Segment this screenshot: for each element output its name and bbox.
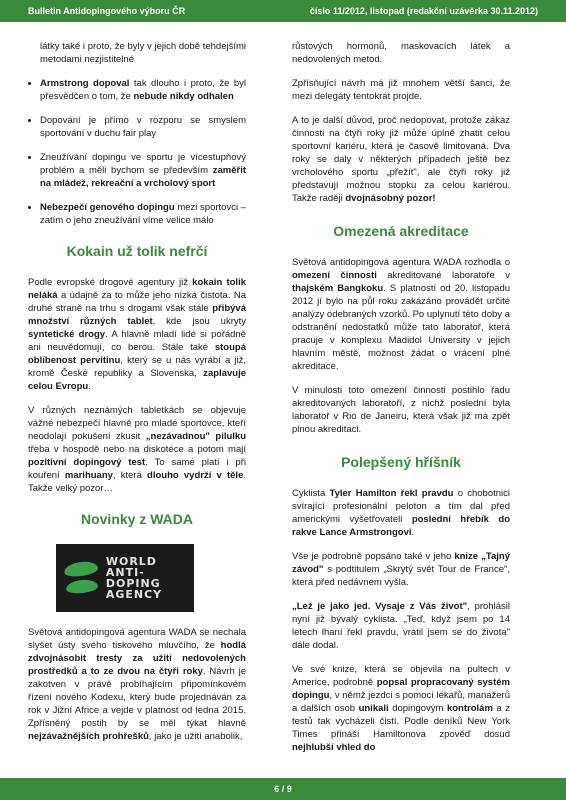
section-heading-sinner: Polepšený hříšník [341, 454, 461, 470]
cocaine-paragraph-1: Podle evropské drogové agentury již kokain tolik neláká a údajně za to může jeho nízká čistota. Na druhé straně na trhu s drogami však stále přibývá množství různých tablet, kde jsou ukryty syntetické drogy. A hlavně mladí lidé si pořádně ani neuvědomují, co berou. Stále také stoupá oblíbenost pervitinu, který se u nás vyrábí a již, kromě České republiky a Slovenska, zaplavuje celou Evropu. [28, 277, 246, 392]
reason-paragraph: A to je další důvod, proč nedopovat, protože zákaz činnosti na čtyři roky již může úplně zhatit celou sportovní kariéru, která je časově limitovaná. Dva roky se daly v některých případech ještě bez vrcholového sportu „přežít", ale čtyři roky již představují možnou stopku za celou kariérou. Takže raději dvojnásobný pozor! [292, 115, 510, 204]
hamilton-paragraph-1: Cyklista Tyler Hamilton řekl pravdu o chobotnici svírající profesionální peloton a tím dal před americkými vyšetřovateli poslední hřebík do rakve Lance Armstrongovi. [292, 488, 510, 538]
intro-paragraph: látky také i proto, že byly v jejich době tehdejšími metodami nezjistitelné [40, 41, 246, 65]
page-number: 6 / 9 [274, 784, 292, 794]
accreditation-paragraph-2: V minulosti toto omezení činnosti postihlo řadu akreditovaných laboratoří, z nichž poslední byla laboratoř v Rio de Janeiru, která však již má zpět plnou akreditaci. [292, 385, 510, 435]
list-item: • Nebezpečí genového dopingu mezi sportovci – zatím o jeho zneužívání víme velice málo [40, 201, 246, 227]
list-item: • Zneužívání dopingu ve sportu je vícestupňový problém a měli bychom se především zaměřit na mládež, rekreační a vrcholový sport [40, 151, 246, 190]
wada-logo-text: WORLD ANTI-DOPING AGENCY [105, 555, 163, 601]
section-heading-wada-news: Novinky z WADA [80, 511, 193, 527]
hamilton-paragraph-4: Ve své knize, která se objevila na pultech v Americe, podrobně popsal propracovaný systém dopingu, v němž jezdci s pomocí lékařů, manažerů a dalších osob unikali dopingovým kontrolám a z testů tak vycházeli čistí. Podle deníků New York Times přináší Hamiltonova zpověď dosud nejhlubší vhled do [292, 664, 510, 753]
wada-logo [56, 544, 194, 612]
hamilton-paragraph-2: Vše je podrobně popsáno také v jeho knize „Tajný závod" s podtitulem „Skrytý svět Tour de France", která před nedávnem vyšla. [292, 551, 510, 588]
proposal-paragraph: Zpřísňující návrh má již mnohem větší šanci, že mezi delegáty tentokrát projde. [292, 78, 510, 102]
accreditation-paragraph-1: Světová antidopingová agentura WADA rozhodla o omezení činnosti akreditované laboratoře v thajském Bangkoku. S platností od 20. listopadu 2012 jí bylo na půl roku zakázáno provádět určité analýzy odebraných vzorků. Po uplynutí této doby a odstranění nedostatků může tato laboratoř, která pracuje v komplexu Madidol University v jejich hlavním městě, možnost žádat o vrácení plné akreditace. [292, 257, 511, 372]
issue-info: číslo 11/2012, listopad (redakční uzávěrka 30.11.2012) [309, 6, 538, 16]
list-item: • Armstrong dopoval tak dlouho i proto, že byl přesvědčen o tom, že nebude nikdy odhalen [40, 77, 246, 103]
cocaine-paragraph-2: V různých neznámých tabletkách se objevuje vážné nebezpečí hlavně pro mladé sportovce, kteří neodolají pokušení zkusit „nezávadnou" pilulku třeba v hospodě nebo na diskotéce a potom mají pozitivní dopingový test. To samé platí i při kouření marihuany, která dlouho vydrží v těle. Takže velký pozor… [28, 405, 247, 494]
section-heading-accreditation: Omezená akreditace [333, 223, 469, 239]
section-heading-cocaine: Kokain už tolik nefrčí [66, 243, 208, 259]
wada-continuation-paragraph: růstových hormonů, maskovacích látek a nedovolených metod. [292, 41, 510, 65]
wada-logo-mark-icon [64, 558, 98, 598]
wada-paragraph: Světová antidopingová agentura WADA se nechala slyšet ústy svého tiskového mluvčího, že hodlá zdvojnásobit tresty za užití nedovolených prostředků a to ze dvou na čtyři roky. Návrh je zakotven v právě probíhajícím připomínkovém řízení nového Kodexu, který bude projednáván za rok v Jižní Africe a vejde v platnost od ledna 2015. Zpřísněný postih by se měl týkat hlavně nejzávažnějších prohřešků, jako je užití anabolik, [28, 627, 246, 742]
list-item: • Dopování je přímo v rozporu se smyslem sportování v duchu fair play [40, 114, 246, 140]
left-column [28, 40, 246, 754]
hamilton-paragraph-3: „Lež je jako jed. Vysaje z Vás život", prohlásil nyní již bývalý cyklista. „Teď, když jsem po 14 letech lhaní řekl pravdu, vrátil jsem se do života" dále dodal. [292, 601, 510, 651]
bulletin-title: Bulletin Antidopingového výboru ČR [28, 6, 186, 16]
bullet-list [28, 77, 246, 227]
page-header [0, 0, 566, 22]
right-column [292, 40, 510, 765]
page-footer [0, 778, 566, 800]
